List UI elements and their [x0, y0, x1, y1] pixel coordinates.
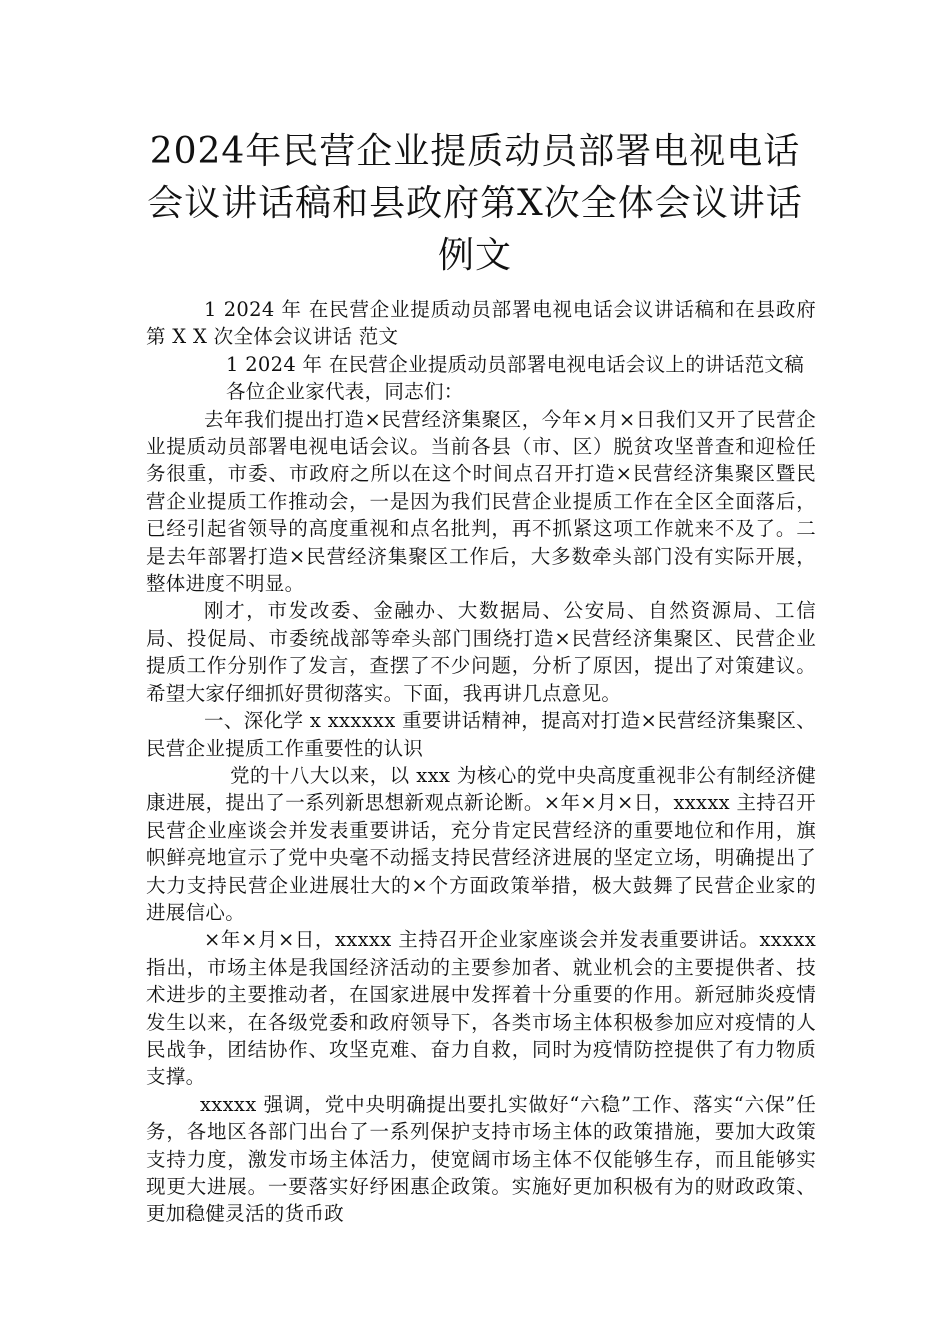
paragraph-heading-1: 1 2024 年 在民营企业提质动员部署电视电话会议讲话稿和在县政府第 X X 次全体会议讲话 范文	[146, 298, 816, 349]
document-body	[146, 296, 816, 1228]
paragraph: ×年×月×日，xxxxx 主持召开企业家座谈会并发表重要讲话。xxxxx 指出，市场主体是我国经济活动的主要参加者、就业机会的主要提供者、技术进步的主要推动者，在国家进展中发挥着十分重要的作用。新冠肺炎疫情发生以来，在各级党委和政府领导下，各类市场主体积极参加应对疫情的人民战争，团结协作、攻坚克难、奋力自救，同时为疫情防控提供了有力物质支撑。	[146, 928, 816, 1089]
paragraph: xxxxx 强调，党中央明确提出要扎实做好“六稳”工作、落实“六保”任务，各地区各部门出台了一系列保护支持市场主体的政策措施，要加大政策支持力度，激发市场主体活力，使宽阔市场主体不仅能够生存，而且能够实现更大进展。一要落实好纾困惠企政策。实施好更加积极有为的财政政策、更加稳健灵活的货币政	[146, 1092, 816, 1226]
paragraph-heading-2: 1 2024 年 在民营企业提质动员部署电视电话会议上的讲话范文稿	[226, 352, 805, 376]
document-title: 2024年民营企业提质动员部署电视电话会议讲话稿和县政府第X次全体会议讲话例文	[147, 131, 803, 276]
paragraph: 党的十八大以来，以 xxx 为核心的党中央高度重视非公有制经济健康进展，提出了一系列新思想新观点新论断。×年×月×日，xxxxx 主持召开民营企业座谈会并发表重要讲话，充分肯定民营经济的重要地位和作用，旗帜鲜亮地宣示了党中央毫不动摇支持民营经济进展的坚定立场，明确提出了大力支持民营企业进展壮大的×个方面政策举措，极大鼓舞了民营企业家的进展信心。	[146, 763, 816, 924]
paragraph-salutation: 各位企业家代表，同志们：	[226, 380, 464, 404]
paragraph: 刚才，市发改委、金融办、大数据局、公安局、自然资源局、工信局、投促局、市委统战部等牵头部门围绕打造×民营经济集聚区、民营企业提质工作分别作了发言，查摆了不少问题，分析了原因，提出了对策建议。希望大家仔细抓好贯彻落实。下面，我再讲几点意见。	[146, 599, 816, 705]
paragraph: 去年我们提出打造×民营经济集聚区，今年×月×日我们又开了民营企业提质动员部署电视电话会议。当前各县（市、区）脱贫攻坚普查和迎检任务很重，市委、市政府之所以在这个时间点召开打造×民营经济集聚区暨民营企业提质工作推动会，一是因为我们民营企业提质工作在全区全面落后，已经引起省领导的高度重视和点名批判，再不抓紧这项工作就来不及了。二是去年部署打造×民营经济集聚区工作后，大多数牵头部门没有实际开展，整体进度不明显。	[146, 407, 816, 596]
section-heading: 一、深化学 x xxxxxx 重要讲话精神，提高对打造×民营经济集聚区、民营企业提质工作重要性的认识	[146, 709, 816, 760]
